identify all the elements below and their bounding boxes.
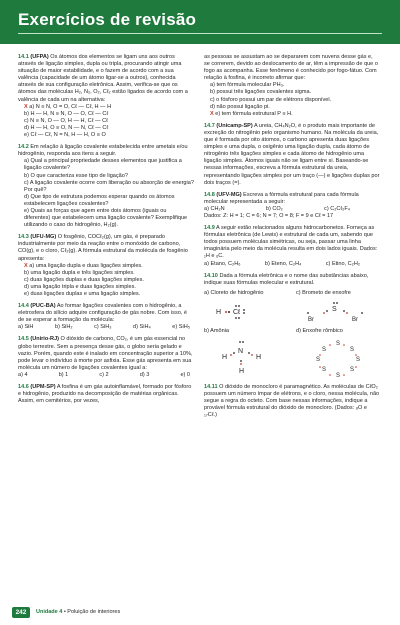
item-a: a) Qual a principal propriedade desses elementos que justifica a ligação covalente?: [24, 158, 182, 172]
s-atom: S: [322, 347, 327, 353]
electron-dot: [343, 344, 345, 346]
s-atom: S: [350, 347, 355, 353]
answer-mark: X: [24, 262, 28, 269]
h-atom: H: [256, 354, 262, 361]
nh3-lewis-diagram: [204, 337, 284, 379]
h-atom: H: [216, 308, 222, 316]
option-e: e) 0: [180, 371, 190, 378]
s-atom: S: [336, 373, 341, 379]
question-text: A seguir estão relacionados alguns hidrocarbonetos. Forneça as fórmulas eletrônica (de Lewis) e estrutural de cada um, sabendo que todos possuem moléculas simétricas, ou seja, passar uma linha imaginária pelo meio da molécula resulta em dois lados iguais. Dados: ₁H e ₆C.: [204, 225, 378, 260]
question-14-10: [204, 273, 380, 379]
option-e: e) duas ligações duplas e uma ligação simples.: [24, 291, 141, 297]
option-a: X a) uma ligação dupla e duas ligações simples.: [24, 262, 143, 269]
question-number: 14.4: [18, 303, 29, 310]
item-e: e) Quais as forças que agem entre dois átomos (iguais ou diferentes) que estabelecem uma ligação covalente? Exemplifique utilizando o caso do hidrogênio, H₂(g).: [24, 207, 188, 229]
option-d: d) SiH₄: [133, 324, 151, 331]
electron-dot: [333, 302, 335, 304]
option-a: a) tem fórmula molecular PH₃.: [210, 82, 285, 89]
question-source: (PUC-BA): [30, 303, 56, 310]
electron-dot: [329, 344, 331, 346]
option-e: X e) tem fórmula estrutural P ≡ H.: [210, 110, 293, 117]
h-atom: H: [239, 368, 245, 375]
question-text: O fosgênio, COCℓ₂(g), um gás, é preparado industrialmente por meio da reação entre o monóxido de carbono, CO(g), e o cloro, Cℓ₂(g). A fórmula estrutural da molécula de fosgênio apresenta:: [18, 234, 188, 262]
sbr2-structure: [296, 290, 380, 325]
question-14-5: [18, 336, 194, 379]
question-number: 14.11: [204, 384, 218, 390]
hcl-structure: [204, 290, 288, 325]
electron-dot: [233, 352, 235, 354]
n-atom: N: [238, 348, 244, 355]
question-14-11: [204, 384, 380, 419]
br-atom: Br: [308, 316, 314, 323]
question-14-1: [18, 54, 194, 139]
question-text: O dióxido de monocloro é paramagnético. As moléculas de CℓO₂ possuem um número ímpar de elétrons, e o cloro, nessa molécula, não segue a regra do octeto. Com base nessas informações, indique a provável fórmula estrutural do dióxido de monocloro. (Dados: ₈O e ₁₇Cℓ.): [204, 384, 380, 419]
left-column: [18, 54, 194, 410]
option-b: b) possui três ligações covalentes sigma.: [210, 89, 312, 96]
title-underline: [18, 33, 382, 34]
question-14-7: [204, 123, 380, 187]
question-number: 14.3: [18, 234, 29, 241]
option-b: b) 1: [58, 371, 69, 378]
question-source: (UFV-MG): [216, 191, 242, 198]
hcl-lewis-diagram: [204, 299, 284, 325]
s8-structure: [296, 328, 380, 379]
question-text: Ao formar ligações covalentes com o hidrogênio, a eletrosfera do silício adquire configuração de gás nobre. Com isso, é de se esperar a formação da molécula:: [18, 303, 187, 324]
question-14-8: [204, 192, 380, 220]
electron-dot: [228, 311, 230, 313]
question-number: 14.2: [18, 144, 29, 151]
question-14-6: [18, 384, 194, 405]
option-d: d) H — H, O ≡ O, N — N, Cℓ — Cℓ: [24, 124, 109, 131]
options-row: [204, 261, 380, 268]
h-atom: H: [222, 354, 228, 361]
electron-dot: [239, 341, 241, 343]
right-column: [204, 54, 380, 424]
structures-row-2: [204, 328, 380, 379]
question-text: Dada a fórmula eletrônica e o nome das substâncias abaixo, indique suas fórmulas molecular e estrutural.: [204, 272, 369, 286]
electron-dot: [355, 366, 357, 368]
electron-dot: [319, 354, 321, 356]
electron-dot: [346, 312, 348, 314]
option-b: b) uma ligação dupla e três ligações simples.: [24, 269, 135, 276]
option-b: b) Eteno, C₂H₄: [264, 260, 302, 267]
question-number: 14.1: [18, 54, 29, 60]
item-d: d) Que tipo de estrutura podemos esperar quando os átomos estabelecem ligações covalentes?: [24, 193, 175, 207]
electron-dot: [323, 312, 325, 314]
options-row: [204, 206, 380, 213]
s8-ring-diagram: [296, 337, 380, 379]
structure-label: c) Brometo de enxofre: [296, 289, 351, 296]
item-c: c) A ligação covalente ocorre com liberação ou absorção de energia? Por quê?: [24, 179, 194, 193]
question-number: 14.5: [18, 336, 29, 343]
electron-dot: [329, 374, 331, 376]
question-source: (Unicamp-SP): [216, 122, 253, 129]
br-atom: Br: [352, 316, 358, 323]
answer-mark: X: [24, 103, 28, 110]
question-text: A fosfina é um gás autoinflamável, formado por fósforo e hidrogênio, produzido na decomposição de matérias orgânicas. Assim, em cemitérios, por vezes,: [18, 384, 192, 405]
options-row: [18, 372, 194, 379]
question-source: (UFU-MG): [30, 234, 57, 241]
answer-mark: X: [210, 110, 214, 117]
s-atom: S: [322, 367, 327, 373]
question-14-3: [18, 234, 194, 298]
option-c: c) duas ligações duplas e duas ligações simples.: [24, 276, 144, 283]
electron-dot: [238, 305, 240, 307]
nh3-structure: [204, 328, 288, 379]
option-a: a) SiH: [18, 324, 34, 331]
option-c: c) 2: [99, 371, 109, 378]
option-c: c) N ≡ N, O — O, H — H, Cℓ — Cℓ: [24, 117, 108, 124]
question-14-2: [18, 144, 194, 229]
option-a: a) Etano, C₂H₆: [204, 260, 241, 267]
question-14-9: [204, 225, 380, 268]
cl-atom: Cℓ: [233, 308, 241, 316]
electron-dot: [238, 317, 240, 319]
electron-dot: [230, 354, 232, 356]
item-b: b) O que caracteriza esse tipo de ligação?: [24, 172, 128, 179]
electron-dot: [251, 354, 253, 356]
s-atom: S: [350, 367, 355, 373]
electron-dot: [240, 360, 242, 362]
question-14-6-continued: [204, 54, 380, 118]
question-number: 14.9: [204, 225, 215, 232]
question-text: Em relação à ligação covalente estabelecida entre ametais e/ou hidrogênio, responda aos itens a seguir.: [18, 144, 188, 158]
electron-dot: [242, 341, 244, 343]
electron-dot: [326, 310, 328, 312]
option-b: b) H — H, N ≡ N, O — O, Cℓ — Cℓ: [24, 110, 109, 117]
structure-label: d) Enxofre rômbico: [296, 327, 343, 334]
question-text: Os átomos dos elementos se ligam uns aos outros através de ligação simples, dupla ou tripla, procurando atingir uma situação de maior estabilidade, e o fazem de acordo com a sua valência (capacidade de um átomo ligar-se a outros), conhecida através de sua configuração eletrônica. Assim, verifica-se que os átomos das moléculas H₂, N₂, O₂, Cℓ₂ estão ligados de acordo com a valência de cada um na alternativa:: [18, 54, 188, 103]
page-header: [0, 0, 400, 44]
electron-dot: [243, 309, 245, 311]
question-text: as pessoas se assustam ao se depararem com nuvens desse gás e, se correrem, devido ao deslocamento de ar, têm a impressão de que o fogo as acompanha. Esse fenômeno é conhecido por fogo-fátuo. Com relação à fosfina, é incorreto afirmar que:: [204, 54, 378, 82]
page-number: 242: [12, 607, 30, 618]
question-text: O dióxido de carbono, CO₂, é um gás essencial no globo terrestre. Sem a presença desse gás, o globo seria gelado e vazio. Porém, quando este é inalado em concentração superior a 10%, pode levar o indivíduo à morte por asfixia. Esse gás apresenta em sua molécula um número de ligações covalentes igual a:: [18, 336, 193, 371]
electron-dot: [355, 354, 357, 356]
option-b: b) CO₂: [265, 205, 283, 212]
electron-dot: [343, 374, 345, 376]
question-text: A ureia, CH₄N₂O, é o produto mais importante de excreção do nitrogênio pelo organismo humano. Na molécula da ureia, que é formada por oito átomos, o carbono apresenta duas ligações simples e uma dupla, o oxigênio uma ligação dupla, cada átomo de nitrogênio três ligações simples e cada átomo de hidrogênio uma ligação simples. Átomos iguais não se ligam entre si. Baseando-se nessas informações, escreva a fórmula estrutural da ureia, representando ligações simples por um traço (—) e ligações duplas por dois traços (=).: [204, 122, 380, 186]
question-number: 14.8: [204, 191, 215, 198]
electron-dot: [248, 352, 250, 354]
structure-label: b) Amônia: [204, 327, 229, 334]
question-source: (UFPA): [30, 54, 49, 60]
question-14-4: [18, 303, 194, 331]
electron-dot: [240, 363, 242, 365]
electron-dot: [235, 317, 237, 319]
question-number: 14.10: [204, 272, 218, 279]
given-data: Dados: Z: H = 1; C = 6; N = 7; O = 8; F = 9 e Cℓ = 17: [204, 212, 334, 219]
option-b: b) SiH₂: [54, 324, 73, 331]
electron-dot: [319, 366, 321, 368]
option-d: d) uma ligação tripla e duas ligações simples.: [24, 283, 136, 290]
s-atom: S: [316, 357, 321, 363]
s-atom: S: [336, 341, 341, 347]
s-atom: S: [356, 357, 361, 363]
option-c: c) o fósforo possui um par de elétrons disponível.: [210, 96, 332, 103]
electron-dot: [336, 302, 338, 304]
option-a: a) CH₂N: [204, 205, 225, 212]
page-footer: [0, 603, 400, 625]
option-c: c) C₂Cℓ₂F₄: [324, 205, 350, 212]
electron-dot: [235, 305, 237, 307]
option-e: e) SiH₅: [172, 324, 190, 331]
option-e: e) Cℓ — Cℓ, N = N, H — H, O ≡ O: [24, 132, 106, 139]
question-number: 14.6: [18, 384, 29, 391]
question-number: 14.7: [204, 122, 215, 129]
option-c: c) Etino, C₂H₂: [325, 260, 360, 267]
structures-row-1: [204, 290, 380, 325]
sbr2-lewis-diagram: [296, 299, 380, 325]
option-a: X a) N ≡ N, O = O, Cℓ — Cℓ, H — H: [24, 103, 112, 110]
question-text: Escreva a fórmula estrutural para cada fórmula molecular representada a seguir:: [204, 191, 359, 205]
question-source: (UPM-SP): [30, 384, 56, 391]
option-c: c) SiH₃: [94, 324, 112, 331]
electron-dot: [225, 311, 227, 313]
s-atom: S: [332, 305, 337, 313]
option-a: a) 4: [18, 371, 28, 378]
electron-dot: [361, 312, 363, 314]
electron-dot: [343, 310, 345, 312]
option-d: d) 3: [139, 371, 150, 378]
footer-unit-label: Unidade 4 • Poluição de interiores: [36, 609, 121, 615]
options-row: [18, 324, 194, 331]
option-d: d) não possui ligação pi.: [210, 103, 270, 110]
structure-label: a) Cloreto de hidrogênio: [204, 289, 264, 296]
electron-dot: [307, 312, 309, 314]
electron-dot: [243, 312, 245, 314]
page-title: Exercícios de revisão: [18, 10, 197, 29]
question-source: (Unirio-RJ): [30, 336, 59, 343]
